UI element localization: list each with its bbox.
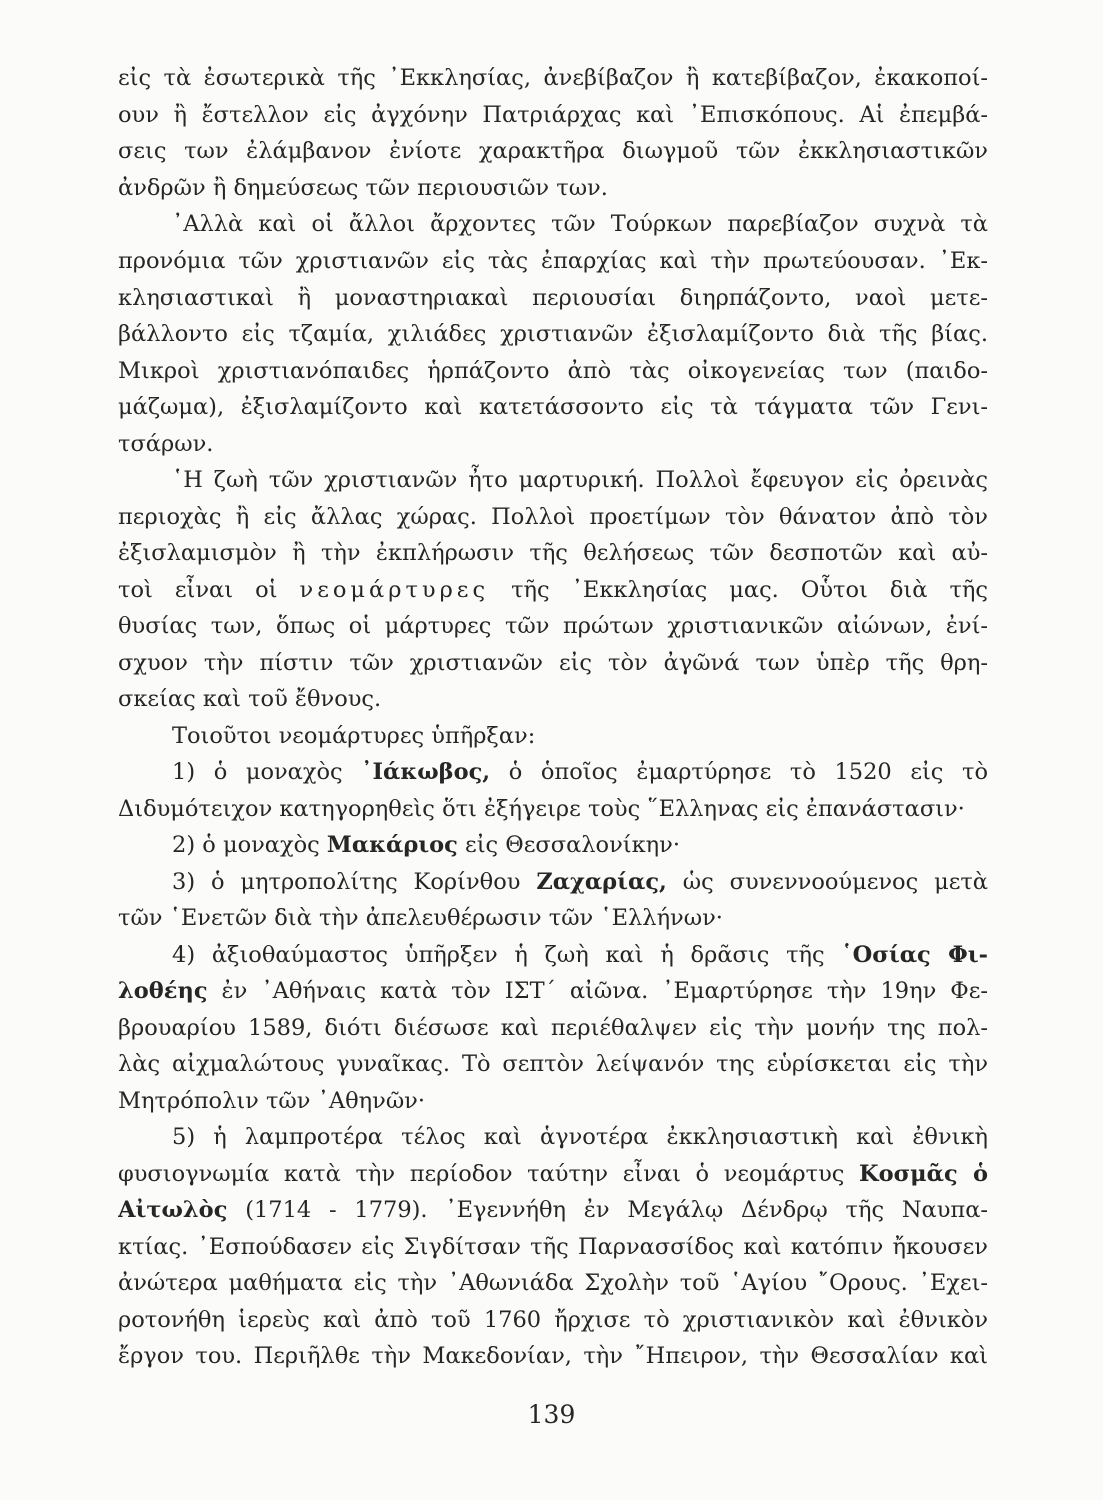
text-line: τσάρων.: [118, 431, 214, 457]
text-line: ἀνώτερα μαθήματα εἰς τὴν ᾿Αθωνιάδα Σχολὴν τοῦ ῾Αγίου ῎Ορους. ᾿Εχει-: [118, 1270, 988, 1296]
text-line: εἰς τὰ ἐσωτερικὰ τῆς ᾿Εκκλησίας, ἀνεβίβαζον ἢ κατεβίβαζον, ἐκακοποί-: [118, 65, 988, 91]
text-line: προνόμια τῶν χριστιανῶν εἰς τὰς ἐπαρχίας καὶ τὴν πρωτεύουσαν. ᾿Εκ-: [118, 248, 988, 274]
page-number: 139: [527, 1400, 576, 1429]
bold-name: ῾Οσίας Φι-: [841, 942, 988, 968]
text-line: σχυον τὴν πίστιν τῶν χριστιανῶν εἰς τὸν ἀγῶνά των ὑπὲρ τῆς θρη-: [118, 650, 988, 676]
text-line: ουν ἢ ἔστελλον εἰς ἀγχόνην Πατριάρχας καὶ ᾿Επισκόπους. Αἱ ἐπεμβά-: [118, 102, 988, 128]
line-segment: τοὶ εἶναι οἱ: [118, 577, 300, 603]
text-line: μάζωμα), ἐξισλαμίζοντο καὶ κατετάσσοντο εἰς τὰ τάγματα τῶν Γενι-: [118, 394, 988, 420]
line-segment: ὡς συνεννοούμενος μετὰ: [666, 869, 988, 895]
text-line: [172, 756, 988, 790]
bold-name: λοθέης: [118, 978, 208, 1004]
spaced-term: νεομάρτυρες: [299, 577, 490, 603]
line-segment: φυσιογνωμία κατὰ τὴν περίοδον ταύτην εἶναι ὁ νεομάρτυς: [118, 1161, 860, 1187]
line-segment: εἰς Θεσσαλονίκην·: [457, 832, 680, 858]
text-line: θυσίας των, ὅπως οἱ μάρτυρες τῶν πρώτων χριστιανικῶν αἰώνων, ἐνί-: [118, 613, 988, 639]
text-line: [172, 939, 988, 973]
text-line: σεις των ἐλάμβανον ἐνίοτε χαρακτῆρα διωγμοῦ τῶν ἐκκλησιαστικῶν: [118, 138, 988, 164]
text-line: τῶν ῾Ενετῶν διὰ τὴν ἀπελευθέρωσιν τῶν ῾Ελλήνων·: [118, 905, 723, 931]
text-line: [118, 574, 988, 608]
line-segment: ὁ ὁποῖος ἐμαρτύρησε τὸ 1520 εἰς τὸ: [490, 759, 988, 785]
text-line: ροτονήθη ἱερεὺς καὶ ἀπὸ τοῦ 1760 ἤρχισε τὸ χριστιανικὸν καὶ ἐθνικὸν: [118, 1307, 988, 1333]
text-line: σκείας καὶ τοῦ ἔθνους.: [118, 686, 382, 712]
text-line: λὰς αἰχμαλώτους γυναῖκας. Τὸ σεπτὸν λείψανόν της εὑρίσκεται εἰς τὴν: [118, 1051, 988, 1077]
line-segment: 4) ἀξιοθαύμαστος ὑπῆρξεν ἡ ζωὴ καὶ ἡ δρᾶσις τῆς: [172, 942, 842, 968]
bold-name: Κοσμᾶς ὁ: [859, 1161, 988, 1187]
bold-name: ᾿Ιάκωβος,: [361, 759, 491, 785]
line-segment: τῆς ᾿Εκκλησίας μας. Οὗτοι διὰ τῆς: [489, 577, 988, 603]
text-line: Τοιοῦτοι νεομάρτυρες ὑπῆρξαν:: [172, 723, 536, 749]
text-line: Μητρόπολιν τῶν ᾿Αθηνῶν·: [118, 1088, 425, 1114]
text-line: [118, 975, 988, 1009]
text-line: περιοχὰς ἢ εἰς ἄλλας χώρας. Πολλοὶ προετίμων τὸν θάνατον ἀπὸ τὸν: [118, 504, 988, 530]
line-segment: 3) ὁ μητροπολίτης Κορίνθου: [172, 869, 537, 895]
text-line: [172, 829, 988, 863]
text-line: βρουαρίου 1589, διότι διέσωσε καὶ περιέθαλψεν εἰς τὴν μονήν της πολ-: [118, 1015, 988, 1041]
text-line: Διδυμότειχον κατηγορηθεὶς ὅτι ἐξήγειρε τοὺς ῞Ελληνας εἰς ἐπανάστασιν·: [118, 796, 965, 822]
line-segment: 2) ὁ μοναχὸς: [172, 832, 327, 858]
line-segment: ἐν ᾿Αθήναις κατὰ τὸν ΙΣΤ΄ αἰῶνα. ᾿Εμαρτύρησε τὴν 19ην Φε-: [207, 978, 988, 1004]
bold-name: Αἰτωλὸς: [118, 1197, 228, 1223]
line-segment: (1714 - 1779). ᾿Εγεννήθη ἐν Μεγάλῳ Δένδρῳ τῆς Ναυπα-: [227, 1197, 988, 1223]
text-line: [118, 1194, 988, 1228]
bold-name: Μακάριος: [326, 832, 458, 858]
text-line: Μικροὶ χριστιανόπαιδες ἡρπάζοντο ἀπὸ τὰς οἰκογενείας των (παιδο-: [118, 358, 988, 384]
text-line: βάλλοντο εἰς τζαμία, χιλιάδες χριστιανῶν ἐξισλαμίζοντο διὰ τῆς βίας.: [118, 321, 988, 347]
text-line: [172, 866, 988, 900]
text-line: ἐξισλαμισμὸν ἢ τὴν ἐκπλήρωσιν τῆς θελήσεως τῶν δεσποτῶν καὶ αὐ-: [118, 540, 988, 566]
text-line: ἀνδρῶν ἢ δημεύσεως τῶν περιουσιῶν των.: [118, 175, 608, 201]
text-line: [118, 1158, 988, 1192]
text-line: κλησιαστικαὶ ἢ μοναστηριακαὶ περιουσίαι διηρπάζοντο, ναοὶ μετε-: [118, 285, 988, 311]
text-line: ῾Η ζωὴ τῶν χριστιανῶν ἦτο μαρτυρική. Πολλοὶ ἔφευγον εἰς ὀρεινὰς: [172, 467, 988, 493]
text-line: 5) ἡ λαμπροτέρα τέλος καὶ ἁγνοτέρα ἐκκλησιαστικὴ καὶ ἐθνικὴ: [172, 1124, 988, 1150]
text-line: ἔργον του. Περιῆλθε τὴν Μακεδονίαν, τὴν ῎Ηπειρον, τὴν Θεσσαλίαν καὶ: [118, 1343, 988, 1369]
line-segment: 1) ὁ μοναχὸς: [172, 759, 362, 785]
bold-name: Ζαχαρίας,: [536, 869, 667, 895]
text-line: κτίας. ᾿Εσπούδασεν εἰς Σιγδίτσαν τῆς Παρνασσίδος καὶ κατόπιν ἤκουσεν: [118, 1234, 988, 1260]
text-line: ᾿Αλλὰ καὶ οἱ ἄλλοι ἄρχοντες τῶν Τούρκων παρεβίαζον συχνὰ τὰ: [172, 211, 988, 237]
